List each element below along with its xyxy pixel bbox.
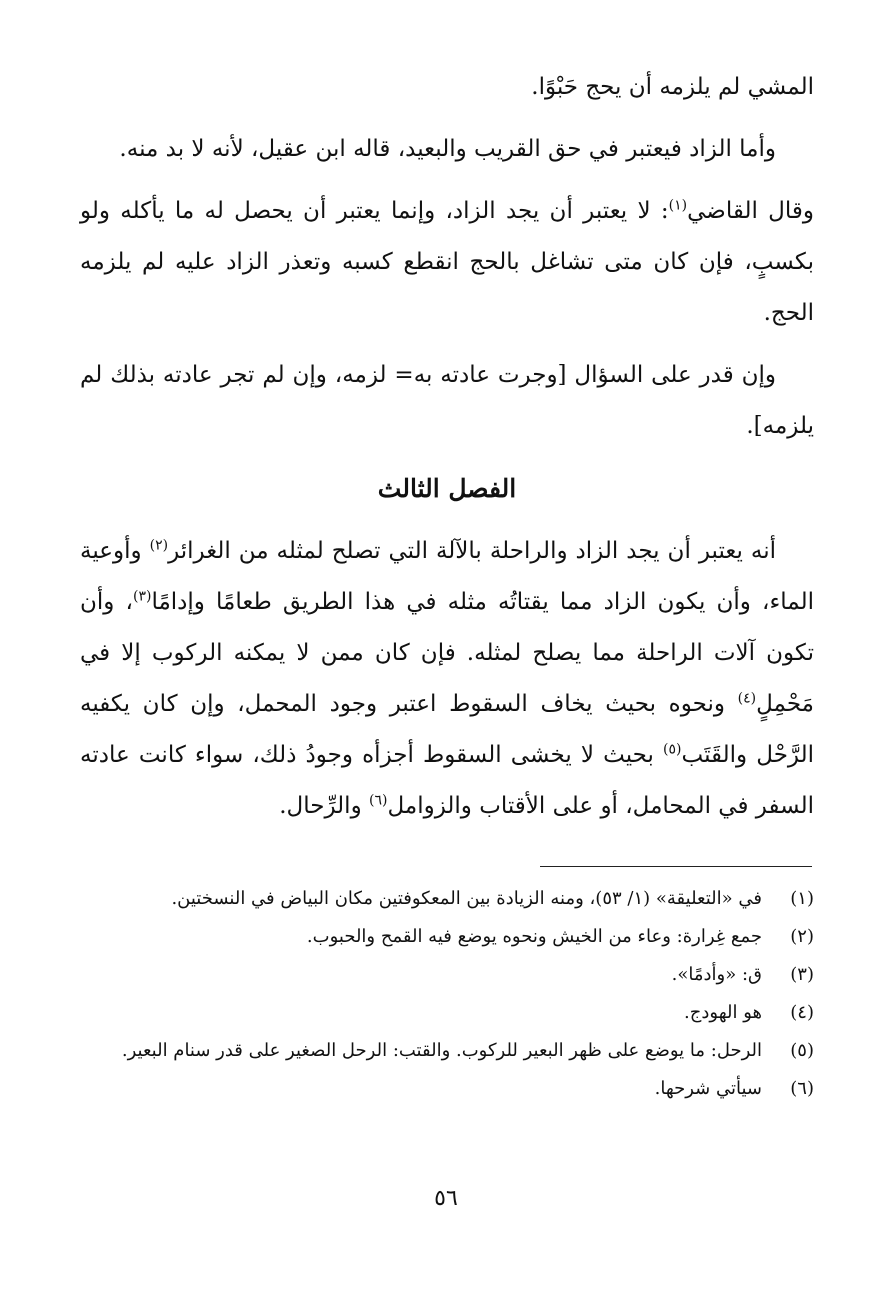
paragraph-5-text-b: وأوعية الماء، وأن يكون الزاد مما يقتاتُه مثله في هذا الطريق طعامًا وإدامًا [80,538,815,615]
paragraph-5-text-e: بحيث لا يخشى السقوط أجزأه وجودُ ذلك، سواء كانت عادته السفر في المحامل، أو على الأقتاب والزوامل [80,742,814,819]
paragraph-2: وأما الزاد فيعتبر في حق القريب والبعيد، قاله ابن عقيل، لأنه لا بد منه. [119,136,776,162]
footnote-2 [78,918,814,956]
footnote-6 [78,1070,814,1108]
footnote-number: (١) [790,888,814,909]
footnote-text: في «التعليقة» (١/ ٥٣)، ومنه الزيادة بين المعكوفتين مكان البياض في النسختين. [171,888,762,909]
paragraph-3-text-a: وقال القاضي [687,198,814,224]
paragraph-3 [80,186,814,339]
paragraph-5-text-c: ، وأن تكون آلات الراحلة مما يصلح لمثله. فإن كان ممن لا يمكنه الركوب إلا في مَحْمِلٍ [80,589,814,717]
page-number: ٥٦ [434,1186,458,1211]
footnote-4 [78,994,814,1032]
footnote-number: (٤) [790,1002,814,1023]
footnote-text: جمع غِرارة: وعاء من الخيش ونحوه يوضع فيه القمح والحبوب. [306,926,762,947]
paragraph-5 [80,526,814,832]
paragraph-5-text-d: ونحوه بحيث يخاف السقوط اعتبر وجود المحمل، وإن كان يكفيه الرَّحْل والقَتَب [80,691,814,768]
footnote-ref-6: (٦) [369,792,388,809]
footnote-text: هو الهودج. [684,1002,762,1023]
paragraph-5-text-f: والرِّحال. [279,793,369,819]
main-text [80,62,814,843]
paragraph-5-text-a: أنه يعتبر أن يجد الزاد والراحلة بالآلة التي تصلح لمثله من الغرائر [168,538,776,564]
footnote-text: ق: «وأدمًا». [671,964,762,985]
footnote-ref-3: (٣) [132,588,152,605]
footnote-3 [78,956,814,994]
footnote-text: الرحل: ما يوضع على ظهر البعير للركوب. والقتب: الرحل الصغير على قدر سنام البعير. [121,1040,762,1061]
footnote-number: (٣) [790,964,814,985]
footnote-ref-1: (١) [668,197,688,214]
paragraph-1: المشي لم يلزمه أن يحج حَبْوًا. [531,74,814,100]
footnote-ref-5: (٥) [663,741,682,758]
footnote-ref-4: (٤) [737,690,757,707]
footnote-5 [78,1032,814,1070]
footnote-separator [540,866,812,867]
footnotes [78,880,814,1108]
section-title: الفصل الثالث [377,474,517,503]
footnote-number: (٥) [790,1040,814,1061]
paragraph-3-text-b: : لا يعتبر أن يجد الزاد، وإنما يعتبر أن يحصل له ما يأكله ولو بكسبٍ، فإن كان متى تشاغل بالحج انقطع كسبه وتعذر الزاد عليه لم يلزمه الحج. [80,198,814,326]
footnote-ref-2: (٢) [149,537,169,554]
paragraph-4: وإن قدر على السؤال [وجرت عادته به= لزمه، وإن لم تجر عادته بذلك لم يلزمه]. [80,362,814,439]
footnote-1 [78,880,814,918]
footnote-text: سيأتي شرحها. [654,1078,762,1099]
footnote-number: (٢) [790,926,814,947]
footnote-number: (٦) [790,1078,814,1099]
